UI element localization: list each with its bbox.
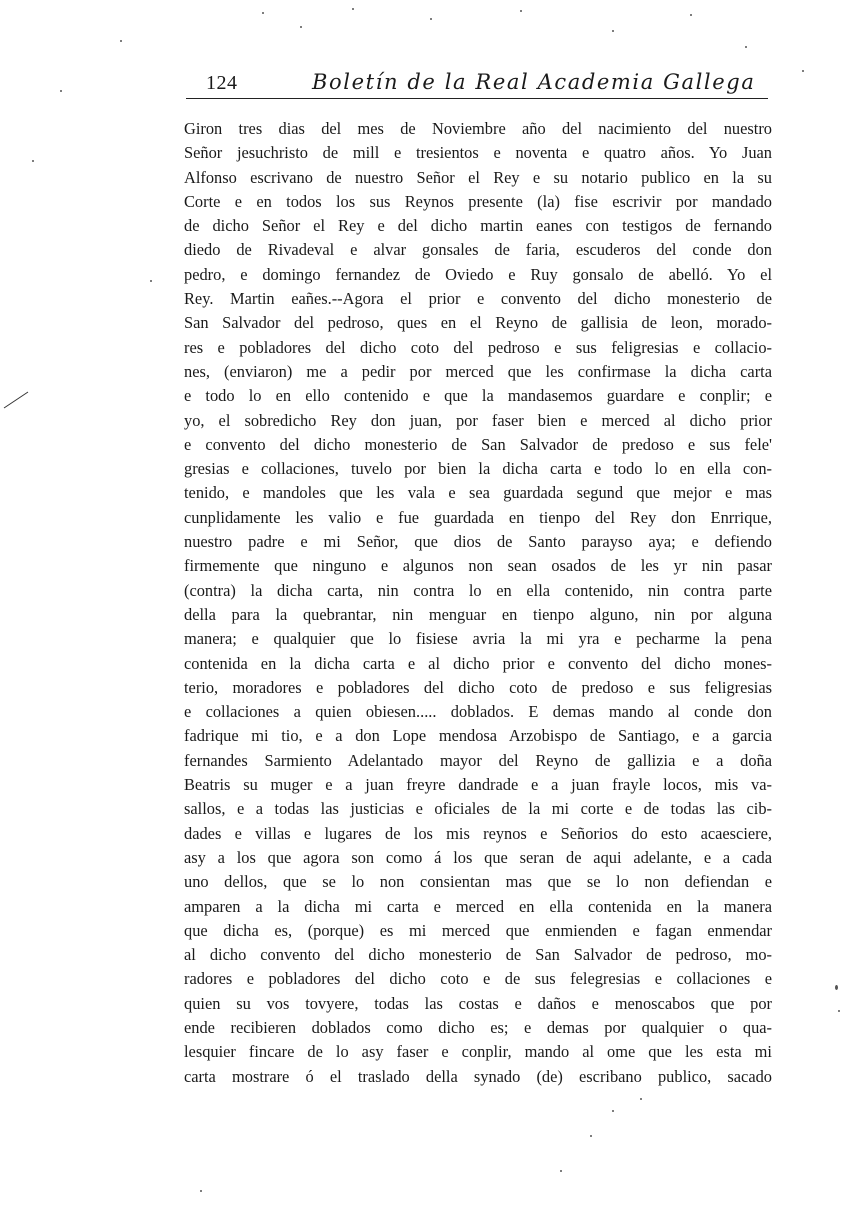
text-line: fadrique mi tio, e a don Lope mendosa Arzobispo de Santiago, e a garcia [184,726,772,746]
page-header [186,66,768,99]
page-number: 124 [206,72,238,94]
text-line: tenido, e mandoles que les vala e sea guardada segund que mejor e mas [184,483,772,503]
text-line: dades e villas e lugares de los mis reynos e Señorios do esto acaesciere, [184,823,772,843]
text-line: Giron tres dias del mes de Noviembre año del nacimiento del nuestro [184,119,772,138]
text-line: nuestro padre e mi Señor, que dios de Santo parayso aya; e defiendo [184,532,772,552]
text-line: ende recibieren doblados como dicho es; e demas por qualquier o qua- [184,1017,772,1037]
text-line: de dicho Señor el Rey e del dicho martin eanes con testigos de fernando [184,216,772,236]
text-line: manera; e qualquier que lo fisiese avria la mi yra e pecharme la pena [184,629,772,649]
text-line: Corte e en todos los sus Reynos presente (la) fise escrivir por mandado [184,191,772,211]
running-title: Boletín de la Real Academia Gallega [312,70,756,94]
text-line: Beatris su muger e a juan freyre dandrade e a juan frayle locos, mis va- [184,775,772,795]
text-line: e todo lo en ello contenido e que la mandasemos guardare e conplir; e [184,386,772,406]
margin-mark [2,388,32,412]
text-line: que dicha es, (porque) es mi merced que enmienden e fagan enmendar [184,920,772,940]
text-line: diedo de Rivadeval e alvar gonsales de faria, escuderos del conde don [184,240,772,260]
text-line: firmemente que ninguno e algunos non sean osados de les yr nin pasar [184,556,772,576]
text-line: fernandes Sarmiento Adelantado mayor del Reyno de gallizia e a doña [184,750,772,770]
text-line: lesquier fincare de lo asy faser e conplir, mando al ome que les esta mi [184,1042,772,1062]
text-line: San Salvador del pedroso, ques en el Reyno de gallisia de leon, morado- [184,313,772,333]
text-line: gresias e collaciones, tuvelo por bien la dicha carta e todo lo en ella con- [184,459,772,479]
text-line: Alfonso escrivano de nuestro Señor el Rey e su notario publico en la su [184,167,772,187]
text-line: Rey. Martin eañes.--Agora el prior e convento del dicho monesterio de [184,289,772,309]
text-line: al dicho convento del dicho monesterio de San Salvador de pedroso, mo- [184,945,772,965]
text-line: asy a los que agora son como á los que seran de aqui adelante, e a cada [184,847,772,867]
text-line: della para la quebrantar, nin menguar en tienpo alguno, nin por alguna [184,604,772,624]
text-line: terio, moradores e pobladores del dicho coto de predoso e sus feligresias [184,677,772,697]
text-line: e collaciones a quien obiesen..... doblados. E demas mando al conde don [184,702,772,722]
text-line: uno dellos, que se lo non consientan mas que se lo non defiendan e [184,872,772,892]
text-line: yo, el sobredicho Rey don juan, por faser bien e merced al dicho prior [184,410,772,430]
text-line: res e pobladores del dicho coto del pedroso e sus feligresias e collacio- [184,337,772,357]
text-line: Señor jesuchristo de mill e tresientos e noventa e quatro años. Yo Juan [184,143,772,163]
text-line: amparen a la dicha mi carta e merced en ella contenida en la manera [184,896,772,916]
text-line: sallos, e a todas las justicias e oficiales de la mi corte e de todas las cib- [184,799,772,819]
text-line: (contra) la dicha carta, nin contra lo en ella contenido, nin contra parte [184,580,772,600]
text-line: pedro, e domingo fernandez de Oviedo e Ruy gonsalo de abelló. Yo el [184,264,772,284]
text-line: nes, (enviaron) me a pedir por merced que les confirmase la dicha carta [184,361,772,381]
text-line: quien su vos tovyere, todas las costas e daños e menoscabos que por [184,993,772,1013]
text-line: contenida en la dicha carta e al dicho prior e convento del dicho mones- [184,653,772,673]
body-text [184,117,772,1089]
text-line: cunplidamente les valio e fue guardada en tienpo del Rey don Enrrique, [184,507,772,527]
text-line: e convento del dicho monesterio de San Salvador de predoso e sus fele' [184,434,772,454]
text-line: carta mostrare ó el traslado della synado (de) escribano publico, sacado [184,1066,772,1086]
text-line: radores e pobladores del dicho coto e de sus felegresias e collaciones e [184,969,772,989]
